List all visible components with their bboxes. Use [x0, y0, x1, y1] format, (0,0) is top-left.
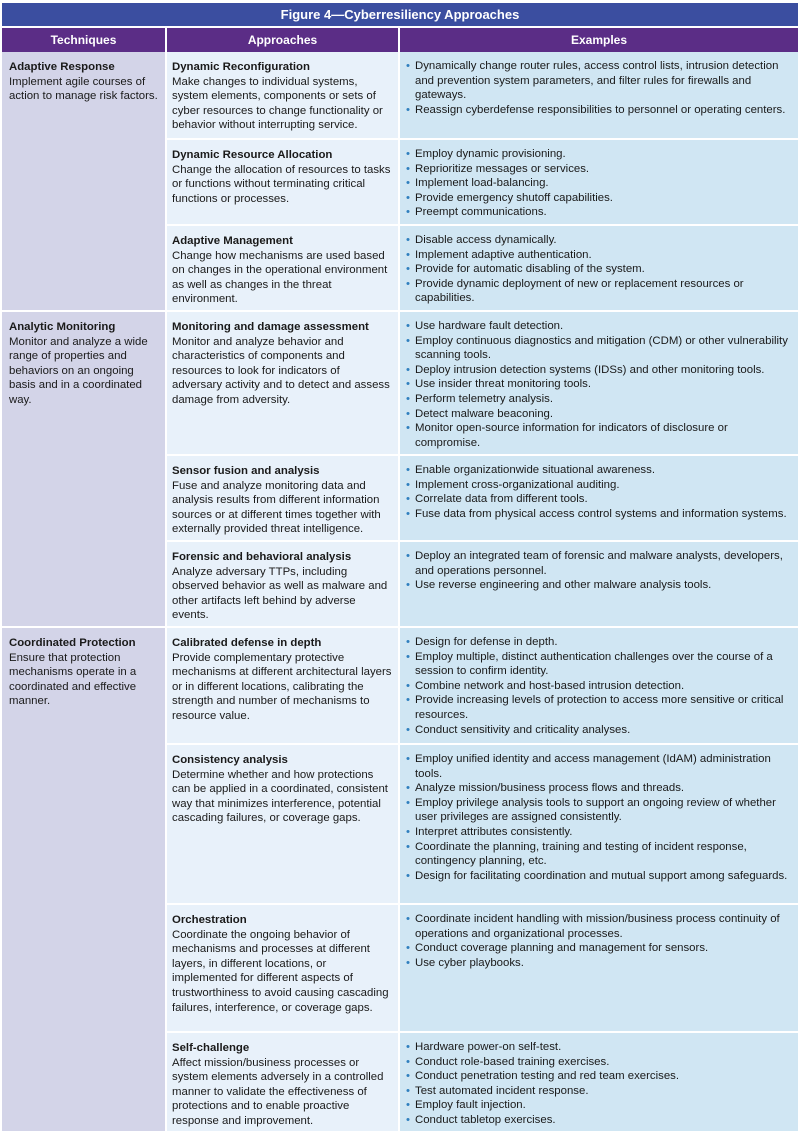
- bullet-dot-icon: •: [406, 334, 410, 347]
- bullet-dot-icon: •: [406, 942, 410, 955]
- example-item: [405, 176, 792, 191]
- bullet-dot-icon: •: [406, 392, 410, 405]
- bullet-dot-icon: •: [406, 694, 410, 707]
- example-item: [405, 262, 792, 277]
- table-row: [167, 540, 798, 626]
- bullet-dot-icon: •: [406, 869, 410, 882]
- approach-name: Self-challenge: [172, 1042, 250, 1054]
- bullet-dot-icon: •: [406, 679, 410, 692]
- example-text: Employ continuous diagnostics and mitigation (CDM) or other vulnerability scanning tools.: [415, 334, 788, 362]
- bullet-dot-icon: •: [406, 956, 410, 969]
- example-item: [405, 478, 792, 493]
- approach-rows: [167, 628, 798, 1131]
- example-text: Correlate data from different tools.: [415, 493, 588, 506]
- bullet-dot-icon: •: [406, 103, 410, 116]
- header-examples: Examples: [400, 28, 798, 52]
- example-item: [405, 796, 792, 825]
- bullet-dot-icon: •: [406, 248, 410, 261]
- examples-list: [405, 912, 792, 970]
- cyberresiliency-figure: [2, 3, 798, 1131]
- example-text: Monitor open-source information for indicators of disclosure or compromise.: [415, 422, 728, 449]
- example-item: [405, 377, 792, 392]
- example-text: Deploy an integrated team of forensic and malware analysts, developers, and operations personnel.: [415, 550, 783, 577]
- approach-cell: [167, 140, 400, 224]
- example-item: [405, 549, 792, 578]
- example-text: Conduct sensitivity and criticality analyses.: [415, 723, 631, 736]
- example-text: Test automated incident response.: [415, 1084, 589, 1097]
- approach-cell: [167, 542, 400, 626]
- approach-rows: [167, 312, 798, 626]
- example-item: [405, 277, 792, 306]
- approach-name: Calibrated defense in depth: [172, 637, 322, 649]
- technique-group: [2, 626, 798, 1131]
- example-text: Analyze mission/business process flows and threads.: [415, 782, 685, 795]
- example-text: Implement adaptive authentication.: [415, 248, 592, 261]
- examples-cell: [400, 542, 798, 626]
- approach-cell: [167, 456, 400, 540]
- example-text: Employ multiple, distinct authentication challenges over the course of a session to confirm identity.: [415, 650, 773, 678]
- example-item: [405, 233, 792, 248]
- bullet-dot-icon: •: [406, 825, 410, 838]
- table-row: [167, 1031, 798, 1131]
- examples-cell: [400, 745, 798, 903]
- example-text: Coordinate incident handling with mission/business process continuity of operations and organizational processes.: [415, 913, 780, 940]
- approach-rows: [167, 52, 798, 310]
- example-item: [405, 752, 792, 781]
- example-text: Conduct tabletop exercises.: [415, 1113, 556, 1126]
- examples-list: [405, 752, 792, 883]
- examples-list: [405, 59, 792, 117]
- header-techniques: Techniques: [2, 28, 167, 52]
- example-text: Preempt communications.: [415, 206, 547, 219]
- example-item: [405, 650, 792, 679]
- bullet-dot-icon: •: [406, 464, 410, 476]
- bullet-dot-icon: •: [406, 1099, 410, 1112]
- figure-title: Figure 4—Cyberresiliency Approaches: [2, 3, 798, 26]
- example-item: [405, 392, 792, 407]
- bullet-dot-icon: •: [406, 1041, 410, 1053]
- bullet-dot-icon: •: [406, 1055, 410, 1068]
- bullet-dot-icon: •: [406, 913, 410, 925]
- examples-list: [405, 319, 792, 450]
- bullet-dot-icon: •: [406, 550, 410, 562]
- bullet-dot-icon: •: [406, 1070, 410, 1083]
- bullet-dot-icon: •: [406, 263, 410, 276]
- example-item: [405, 1055, 792, 1070]
- example-text: Use insider threat monitoring tools.: [415, 378, 592, 391]
- example-item: [405, 363, 792, 378]
- bullet-dot-icon: •: [406, 650, 410, 663]
- example-text: Fuse data from physical access control systems and information systems.: [415, 507, 787, 520]
- bullet-dot-icon: •: [406, 234, 410, 246]
- table-body: [2, 52, 798, 1131]
- example-text: Detect malware beaconing.: [415, 407, 554, 420]
- example-text: Provide for automatic disabling of the system.: [415, 263, 645, 276]
- example-item: [405, 1084, 792, 1099]
- example-item: [405, 941, 792, 956]
- example-item: [405, 912, 792, 941]
- approach-description: Change how mechanisms are used based on changes in the operational environment as well as changes in the threat environment.: [172, 249, 388, 306]
- example-text: Provide increasing levels of protection to access more sensitive or critical resources.: [415, 694, 784, 721]
- technique-description: Monitor and analyze a wide range of properties and behaviors on an ongoing basis and in a coordinated way.: [9, 335, 148, 406]
- example-text: Conduct role-based training exercises.: [415, 1055, 610, 1068]
- example-text: Interpret attributes consistently.: [415, 825, 573, 838]
- example-item: [405, 781, 792, 796]
- technique-cell: [2, 312, 167, 626]
- bullet-dot-icon: •: [406, 1084, 410, 1097]
- technique-description: Implement agile courses of action to manage risk factors.: [9, 75, 158, 103]
- approach-cell: [167, 1033, 400, 1131]
- examples-list: [405, 635, 792, 737]
- approach-name: Dynamic Reconfiguration: [172, 61, 310, 73]
- examples-list: [405, 463, 792, 521]
- bullet-dot-icon: •: [406, 723, 410, 736]
- examples-cell: [400, 52, 798, 138]
- bullet-dot-icon: •: [406, 782, 410, 795]
- bullet-dot-icon: •: [406, 478, 410, 491]
- approach-name: Adaptive Management: [172, 235, 293, 247]
- bullet-dot-icon: •: [406, 840, 410, 853]
- example-item: [405, 693, 792, 722]
- header-approaches: Approaches: [167, 28, 400, 52]
- example-item: [405, 1040, 792, 1055]
- example-item: [405, 319, 792, 334]
- example-text: Employ dynamic provisioning.: [415, 148, 566, 160]
- example-item: [405, 421, 792, 450]
- example-item: [405, 147, 792, 162]
- approach-cell: [167, 628, 400, 743]
- approach-name: Monitoring and damage assessment: [172, 321, 369, 333]
- bullet-dot-icon: •: [406, 1113, 410, 1126]
- example-text: Enable organizationwide situational awareness.: [415, 464, 655, 476]
- example-item: [405, 334, 792, 363]
- bullet-dot-icon: •: [406, 579, 410, 592]
- example-text: Hardware power-on self-test.: [415, 1041, 562, 1053]
- example-text: Deploy intrusion detection systems (IDSs) and other monitoring tools.: [415, 363, 765, 376]
- example-item: [405, 1113, 792, 1128]
- table-row: [167, 903, 798, 1031]
- approach-description: Monitor and analyze behavior and characteristics of components and resources to look for indicators of adversary activity and to detect and assess damage from adversity.: [172, 335, 390, 406]
- bullet-dot-icon: •: [406, 206, 410, 219]
- example-text: Conduct penetration testing and red team exercises.: [415, 1070, 680, 1083]
- technique-description: Ensure that protection mechanisms operate in a coordinated and effective manner.: [9, 651, 137, 708]
- examples-list: [405, 549, 792, 593]
- approach-name: Sensor fusion and analysis: [172, 465, 320, 477]
- example-text: Design for facilitating coordination and mutual support among safeguards.: [415, 869, 788, 882]
- bullet-dot-icon: •: [406, 422, 410, 435]
- example-text: Provide dynamic deployment of new or replacement resources or capabilities.: [415, 277, 744, 305]
- bullet-dot-icon: •: [406, 191, 410, 204]
- table-row: [167, 628, 798, 743]
- approach-description: Determine whether and how protections can be applied in a coordinated, consistent way that minimizes interference, potential cascading failures, or coverage gaps.: [172, 768, 388, 825]
- example-item: [405, 507, 792, 522]
- example-item: [405, 869, 792, 884]
- example-item: [405, 205, 792, 220]
- approach-cell: [167, 312, 400, 454]
- example-text: Perform telemetry analysis.: [415, 392, 553, 405]
- technique-cell: [2, 628, 167, 1131]
- examples-cell: [400, 312, 798, 454]
- technique-name: Coordinated Protection: [9, 637, 136, 649]
- bullet-dot-icon: •: [406, 407, 410, 420]
- approach-cell: [167, 226, 400, 310]
- example-text: Conduct coverage planning and management for sensors.: [415, 942, 709, 955]
- technique-cell: [2, 52, 167, 310]
- examples-cell: [400, 1033, 798, 1131]
- approach-cell: [167, 905, 400, 1031]
- examples-list: [405, 147, 792, 220]
- example-item: [405, 1098, 792, 1113]
- bullet-dot-icon: •: [406, 378, 410, 391]
- approach-name: Orchestration: [172, 914, 247, 926]
- example-item: [405, 635, 792, 650]
- example-item: [405, 407, 792, 422]
- table-row: [167, 454, 798, 540]
- example-text: Combine network and host-based intrusion detection.: [415, 679, 685, 692]
- bullet-dot-icon: •: [406, 162, 410, 175]
- bullet-dot-icon: •: [406, 796, 410, 809]
- bullet-dot-icon: •: [406, 177, 410, 190]
- example-text: Dynamically change router rules, access control lists, intrusion detection and prevention system parameters, and filter rules for firewalls and gateways.: [415, 60, 779, 102]
- table-row: [167, 312, 798, 454]
- approach-name: Dynamic Resource Allocation: [172, 149, 333, 161]
- bullet-dot-icon: •: [406, 60, 410, 72]
- examples-cell: [400, 226, 798, 310]
- example-text: Use cyber playbooks.: [415, 956, 524, 969]
- examples-list: [405, 1040, 792, 1128]
- approach-name: Consistency analysis: [172, 754, 288, 766]
- example-item: [405, 1069, 792, 1084]
- bullet-dot-icon: •: [406, 636, 410, 648]
- example-item: [405, 248, 792, 263]
- table-row: [167, 52, 798, 138]
- bullet-dot-icon: •: [406, 320, 410, 332]
- example-item: [405, 956, 792, 971]
- example-item: [405, 162, 792, 177]
- example-text: Reprioritize messages or services.: [415, 162, 590, 175]
- approach-cell: [167, 52, 400, 138]
- example-item: [405, 825, 792, 840]
- approach-description: Coordinate the ongoing behavior of mechanisms and processes at different layers, in different locations, or implemented for different aspects of trustworthiness to avoid causing cascading failures, interference, or coverage gaps.: [172, 928, 389, 1014]
- example-text: Design for defense in depth.: [415, 636, 558, 648]
- example-text: Disable access dynamically.: [415, 234, 557, 246]
- example-item: [405, 679, 792, 694]
- technique-group: [2, 310, 798, 626]
- example-item: [405, 723, 792, 738]
- example-text: Coordinate the planning, training and testing of incident response, contingency planning, etc.: [415, 840, 747, 868]
- example-item: [405, 103, 792, 118]
- bullet-dot-icon: •: [406, 363, 410, 376]
- table-row: [167, 138, 798, 224]
- approach-description: Make changes to individual systems, system elements, components or sets of cyber resources to change functionality or behavior without interrupting service.: [172, 75, 383, 132]
- table-header-row: [2, 28, 798, 52]
- bullet-dot-icon: •: [406, 148, 410, 160]
- bullet-dot-icon: •: [406, 493, 410, 506]
- examples-cell: [400, 140, 798, 224]
- example-text: Implement cross-organizational auditing.: [415, 478, 620, 491]
- approach-description: Provide complementary protective mechanisms at different architectural layers or in different locations, calibrating the strength and number of mechanisms to resource value.: [172, 651, 392, 722]
- technique-name: Adaptive Response: [9, 61, 115, 73]
- example-item: [405, 578, 792, 593]
- example-item: [405, 492, 792, 507]
- example-item: [405, 59, 792, 103]
- example-text: Use hardware fault detection.: [415, 320, 564, 332]
- technique-name: Analytic Monitoring: [9, 321, 116, 333]
- approach-name: Forensic and behavioral analysis: [172, 551, 352, 563]
- bullet-dot-icon: •: [406, 753, 410, 765]
- approach-description: Change the allocation of resources to tasks or functions without terminating critical functions or processes.: [172, 163, 391, 205]
- examples-list: [405, 233, 792, 306]
- example-text: Employ privilege analysis tools to support an ongoing review of whether user privileges are assigned consistently.: [415, 796, 776, 824]
- example-text: Implement load-balancing.: [415, 177, 549, 190]
- examples-cell: [400, 628, 798, 743]
- example-text: Reassign cyberdefense responsibilities to personnel or operating centers.: [415, 103, 786, 116]
- table-row: [167, 743, 798, 903]
- example-text: Provide emergency shutoff capabilities.: [415, 191, 613, 204]
- bullet-dot-icon: •: [406, 507, 410, 520]
- example-text: Use reverse engineering and other malware analysis tools.: [415, 579, 712, 592]
- example-item: [405, 191, 792, 206]
- bullet-dot-icon: •: [406, 277, 410, 290]
- example-text: Employ unified identity and access management (IdAM) administration tools.: [415, 753, 771, 780]
- examples-cell: [400, 456, 798, 540]
- example-text: Employ fault injection.: [415, 1099, 526, 1112]
- examples-cell: [400, 905, 798, 1031]
- approach-description: Analyze adversary TTPs, including observed behavior as well as malware and other artifacts left behind by adverse events.: [172, 565, 388, 622]
- table-row: [167, 224, 798, 310]
- example-item: [405, 840, 792, 869]
- approach-description: Affect mission/business processes or system elements adversely in a controlled manner to validate the effectiveness of protections and to enable proactive response and improvement.: [172, 1056, 384, 1127]
- technique-group: [2, 52, 798, 310]
- example-item: [405, 463, 792, 478]
- approach-description: Fuse and analyze monitoring data and analysis results from different information sources or at different times together with externally provided threat intelligence.: [172, 479, 381, 536]
- approach-cell: [167, 745, 400, 903]
